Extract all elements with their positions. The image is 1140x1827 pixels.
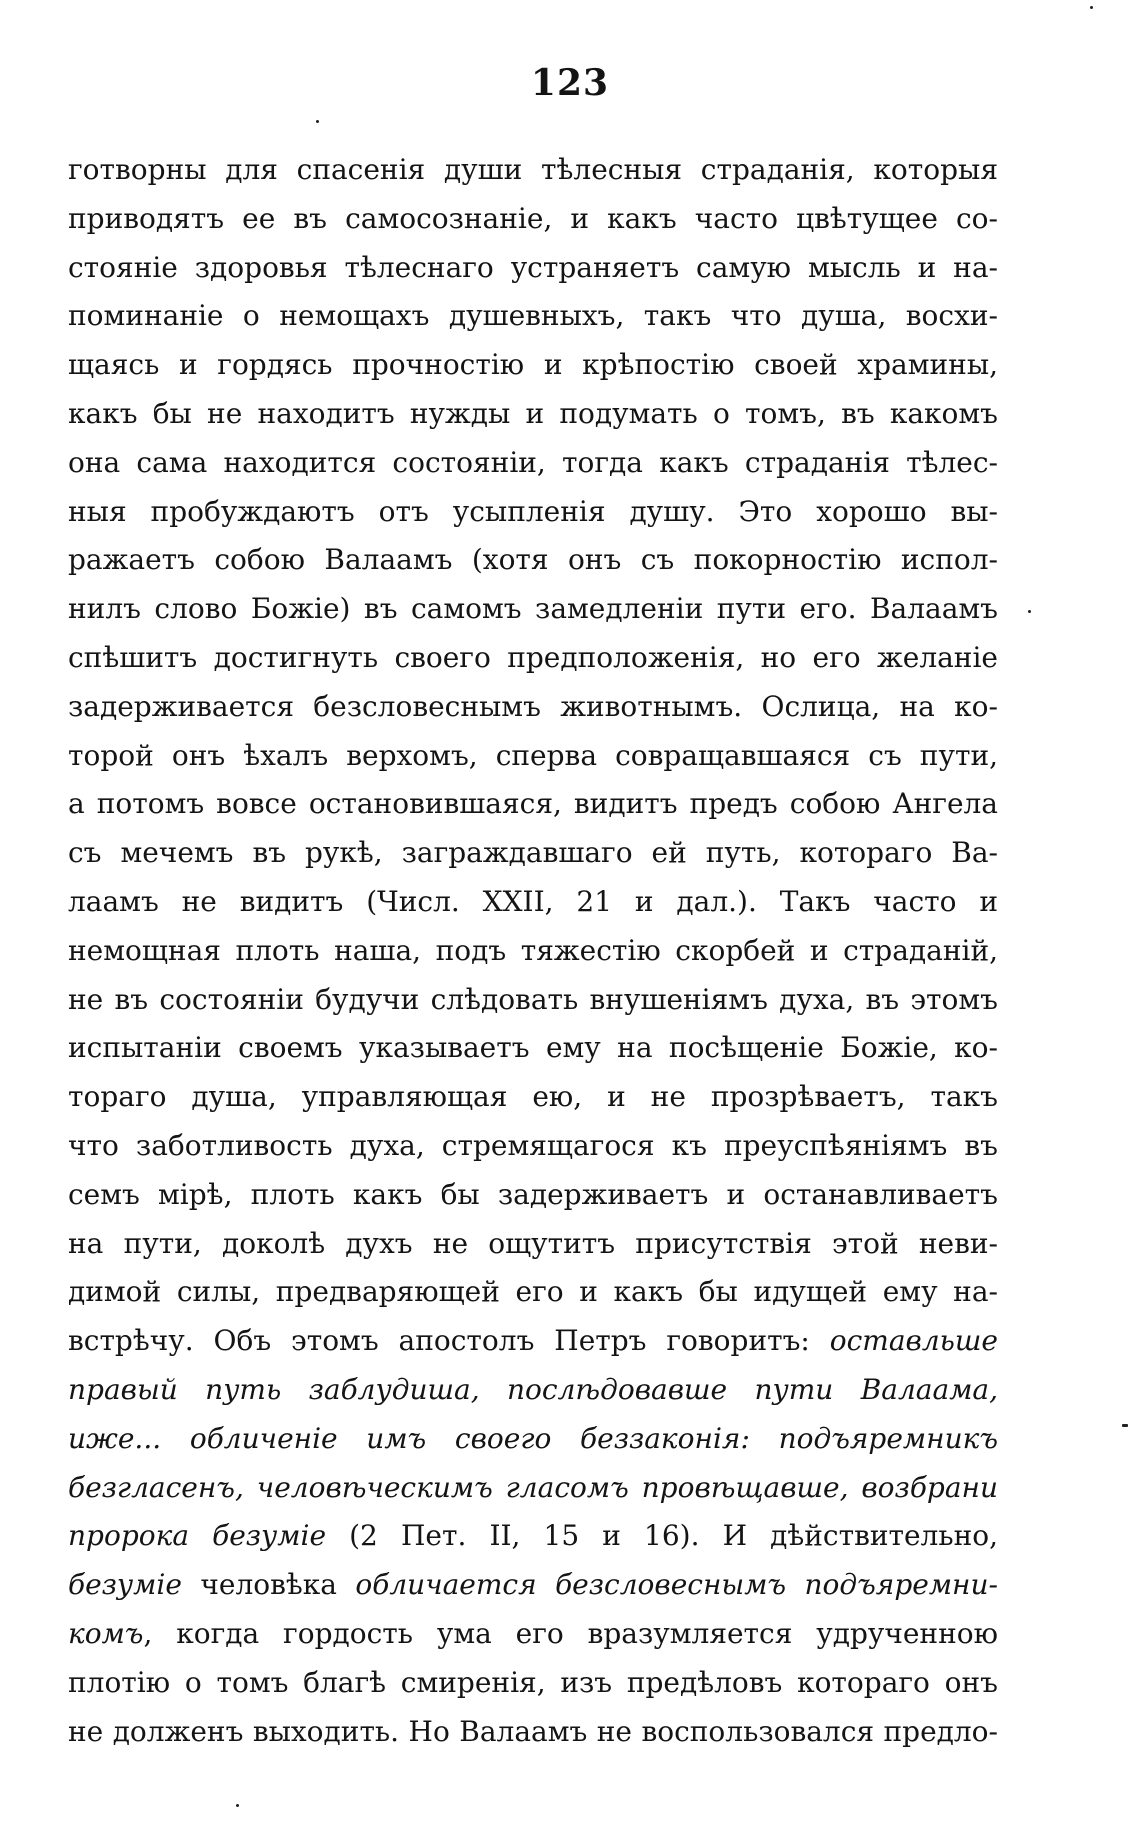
text-line (68, 1317, 998, 1366)
text-line (68, 1708, 998, 1757)
text-segment: задерживается безсловеснымъ животнымъ. Ослица, на ко- (68, 689, 998, 723)
print-speck (236, 1804, 239, 1807)
italic-quote: оставльше (829, 1324, 998, 1358)
print-speck (1090, 6, 1093, 9)
text-segment: стояніе здоровья тѣлеснаго устраняетъ самую мысль и на- (68, 250, 998, 284)
text-line (68, 585, 998, 634)
text-line (68, 1171, 998, 1220)
text-segment: а потомъ вовсе остановившаяся, видитъ предъ собою Ангела (68, 787, 998, 821)
text-segment: плотію о томъ благѣ смиренія, изъ предѣловъ котораго онъ (68, 1665, 998, 1699)
text-segment: спѣшитъ достигнуть своего предположенія, но его желаніе (68, 640, 998, 674)
print-speck (1122, 1424, 1128, 1427)
text-segment: торой онъ ѣхалъ верхомъ, сперва совращавшаяся съ пути, (68, 738, 998, 772)
text-line (68, 1561, 998, 1610)
print-speck (1028, 610, 1031, 613)
text-segment: лаамъ не видитъ (Числ. XXII, 21 и дал.). Такъ часто и (68, 884, 998, 918)
text-segment: что заботливость духа, стремящагося къ преуспѣяніямъ въ (68, 1128, 998, 1162)
text-line (68, 488, 998, 537)
text-line (68, 1122, 998, 1171)
text-line (68, 1073, 998, 1122)
text-line (68, 536, 998, 585)
text-line (68, 1268, 998, 1317)
text-line (68, 878, 998, 927)
text-line (68, 1366, 998, 1415)
text-segment: , когда гордость ума его вразумляется удрученною (143, 1616, 998, 1650)
text-line (68, 829, 998, 878)
text-segment: испытаніи своемъ указываетъ ему на посѣщеніе Божіе, ко- (68, 1031, 998, 1065)
italic-quote: безгласенъ, человѣческимъ гласомъ провѣщавше, возбрани (68, 1470, 998, 1504)
text-line (68, 1415, 998, 1464)
text-segment: какъ бы не находитъ нужды и подумать о томъ, въ какомъ (68, 396, 998, 430)
text-line (68, 683, 998, 732)
body-text (68, 146, 998, 1756)
text-line (68, 195, 998, 244)
print-speck (316, 120, 319, 123)
text-segment: съ мечемъ въ рукѣ, заграждавшаго ей путь, котораго Ва- (68, 836, 998, 870)
italic-quote: иже... обличеніе имъ своего беззаконія: подъяремникъ (68, 1421, 998, 1455)
text-line (68, 1512, 998, 1561)
text-segment: (2 Пет. II, 15 и 16). И дѣйствительно, (326, 1519, 999, 1553)
text-segment: щаясь и гордясь прочностію и крѣпостію своей храмины, (68, 348, 998, 382)
text-line (68, 1024, 998, 1073)
italic-quote: обличается безсловеснымъ подъяремни- (355, 1568, 998, 1602)
text-line (68, 732, 998, 781)
text-line (68, 780, 998, 829)
text-line (68, 634, 998, 683)
text-line (68, 292, 998, 341)
text-segment: не въ состояніи будучи слѣдовать внушеніямъ духа, въ этомъ (68, 982, 998, 1016)
text-segment: на пути, доколѣ духъ не ощутитъ присутствія этой неви- (68, 1226, 998, 1260)
text-line (68, 1610, 998, 1659)
text-segment: готворны для спасенія души тѣлесныя страданія, которыя (68, 153, 998, 186)
text-line (68, 439, 998, 488)
text-segment: ныя пробуждаютъ отъ усыпленія душу. Это хорошо вы- (68, 494, 998, 528)
text-segment: семъ мірѣ, плоть какъ бы задерживаетъ и останавливаетъ (68, 1177, 998, 1211)
text-segment: встрѣчу. Объ этомъ апостолъ Петръ говоритъ: (68, 1324, 830, 1358)
text-line (68, 1464, 998, 1513)
text-segment: ражаетъ собою Валаамъ (хотя онъ съ покорностію испол- (68, 543, 998, 577)
text-line (68, 146, 998, 195)
italic-quote: комъ (68, 1616, 144, 1650)
text-segment: димой силы, предваряющей его и какъ бы идущей ему на- (68, 1275, 998, 1309)
italic-quote: правый путь заблудиша, послѣдовавше пути Валаама, (68, 1372, 998, 1406)
text-segment: не долженъ выходить. Но Валаамъ не воспользовался предло- (68, 1714, 998, 1748)
italic-quote: пророка безуміе (68, 1519, 327, 1553)
text-line (68, 927, 998, 976)
text-line (68, 976, 998, 1025)
text-segment: тораго душа, управляющая ею, и не прозрѣваетъ, такъ (68, 1080, 998, 1114)
italic-quote: безуміе (68, 1568, 182, 1602)
text-line (68, 341, 998, 390)
text-segment: нилъ слово Божіе) въ самомъ замедленіи пути его. Валаамъ (68, 592, 998, 626)
text-line (68, 390, 998, 439)
text-segment: человѣка (181, 1568, 356, 1602)
text-line (68, 244, 998, 293)
text-segment: немощная плоть наша, подъ тяжестію скорбей и страданій, (68, 933, 998, 967)
text-line (68, 1659, 998, 1708)
text-segment: она сама находится состояніи, тогда какъ страданія тѣлес- (68, 445, 998, 479)
text-segment: приводятъ ее въ самосознаніе, и какъ часто цвѣтущее со- (68, 201, 998, 235)
page-number: 123 (530, 62, 610, 104)
text-segment: поминаніе о немощахъ душевныхъ, такъ что душа, восхи- (68, 299, 998, 333)
text-line (68, 1220, 998, 1269)
